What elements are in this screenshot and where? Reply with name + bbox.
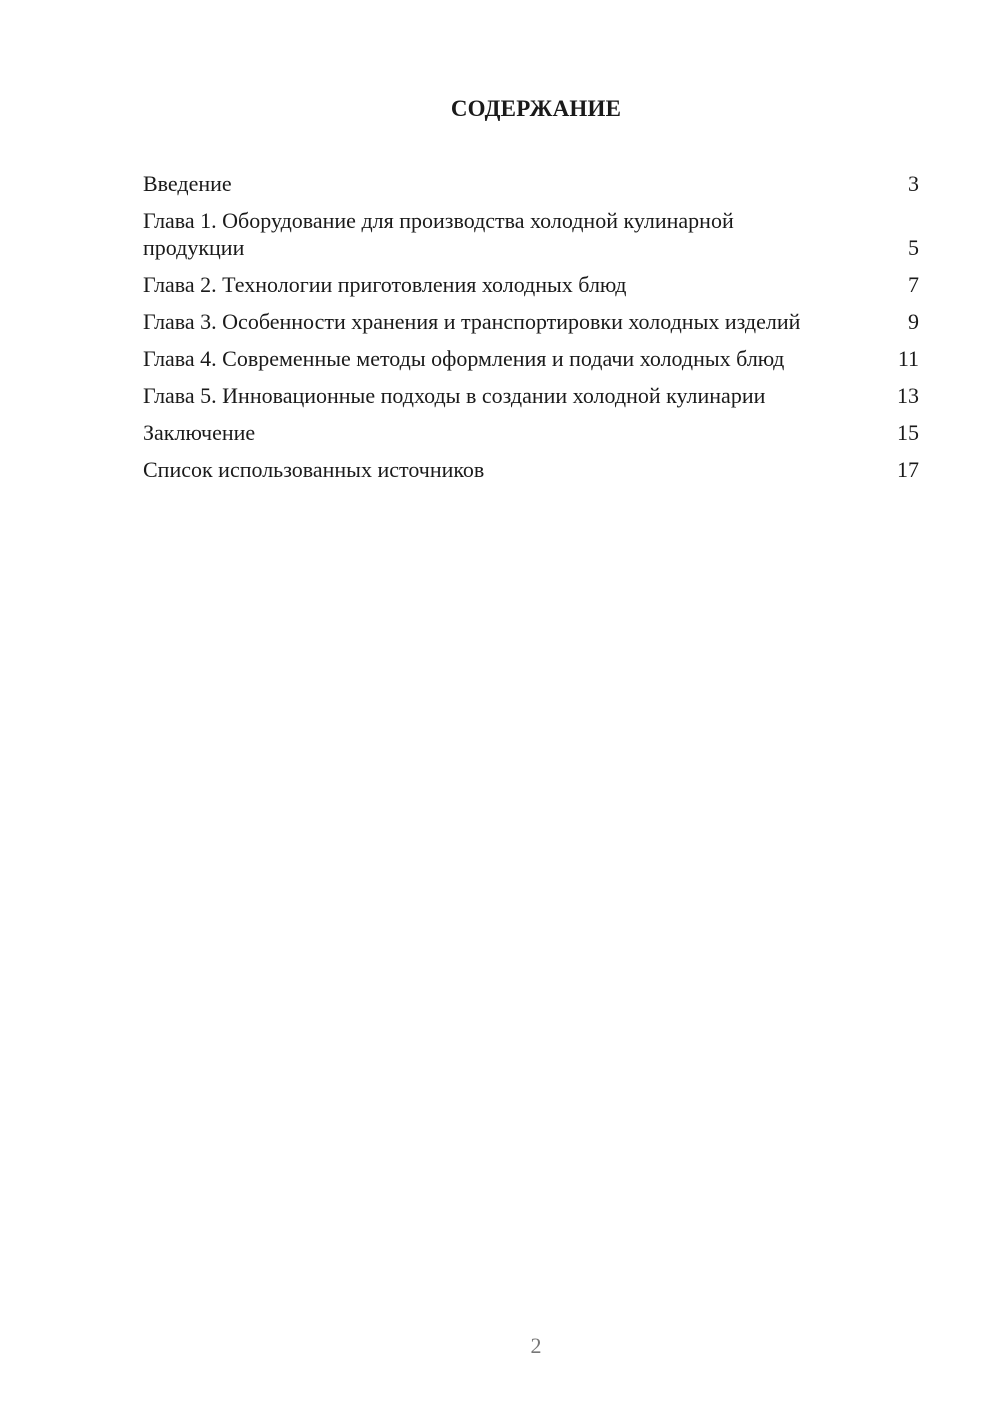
toc-entry-page: 13 [897, 383, 919, 408]
toc-entry-page: 15 [897, 420, 919, 445]
toc-entry-title: Глава 1. Оборудование для производства холодной кулинарной продукции [143, 208, 734, 260]
toc-entry-title: Глава 3. Особенности хранения и транспортировки холодных изделий [143, 309, 801, 334]
toc-entry-page: 9 [908, 309, 919, 334]
toc-entry-page: 5 [908, 235, 919, 260]
toc-entry-page: 7 [908, 272, 919, 297]
toc-entry [143, 419, 919, 446]
toc-entry-title: Глава 5. Инновационные подходы в создании холодной кулинарии [143, 383, 766, 408]
toc-entry [143, 308, 919, 335]
toc-list [143, 170, 919, 493]
toc-entry [143, 207, 919, 261]
toc-entry-title: Глава 2. Технологии приготовления холодных блюд [143, 272, 627, 297]
toc-entry-page: 17 [897, 457, 919, 482]
toc-entry-title: Введение [143, 171, 232, 196]
toc-heading: СОДЕРЖАНИЕ [450, 96, 622, 121]
toc-entry-page: 3 [908, 171, 919, 196]
toc-entry-page: 11 [897, 346, 919, 371]
toc-entry [143, 456, 919, 483]
toc-entry-title: Глава 4. Современные методы оформления и подачи холодных блюд [143, 346, 785, 371]
toc-entry-title: Список использованных источников [143, 457, 485, 482]
toc-entry [143, 271, 919, 298]
toc-entry [143, 345, 919, 372]
toc-entry [143, 170, 919, 197]
page-number: 2 [530, 1333, 542, 1358]
toc-entry [143, 382, 919, 409]
toc-entry-title: Заключение [143, 420, 256, 445]
